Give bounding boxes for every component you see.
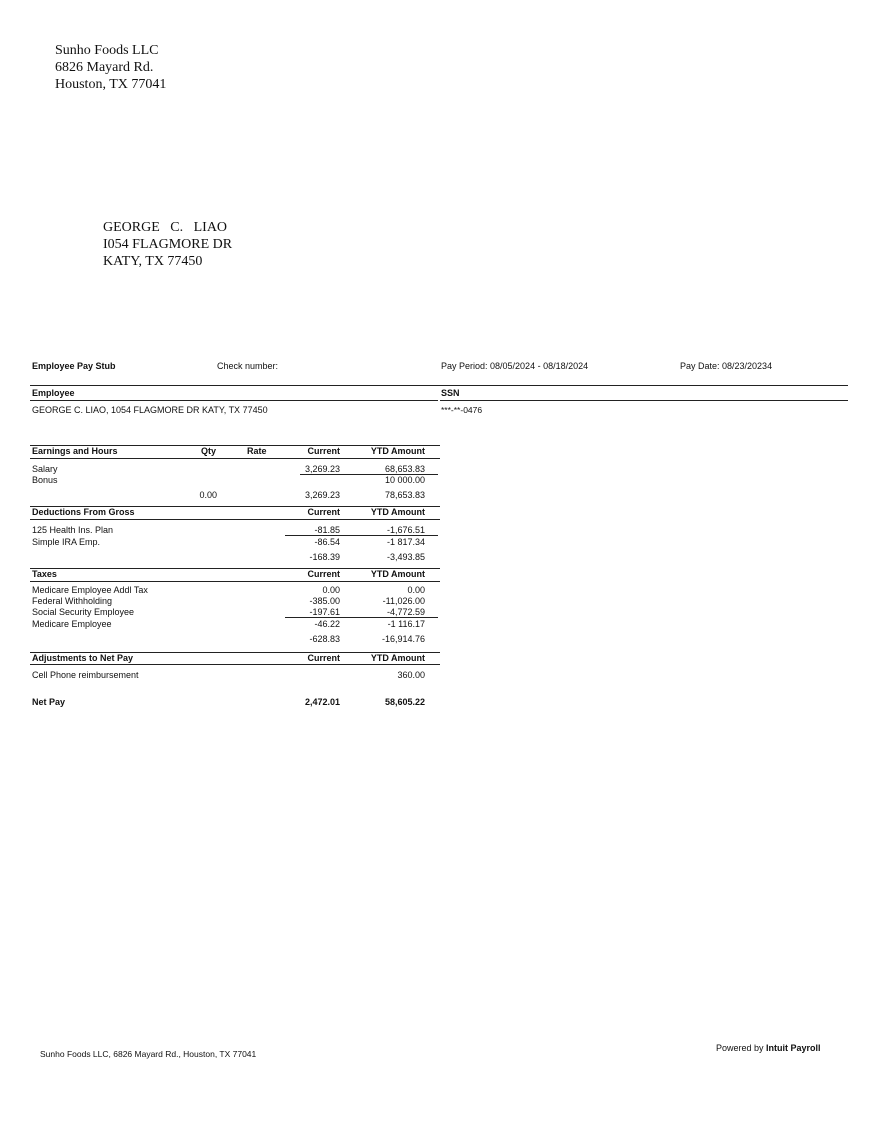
adjustments-current-header: Current [307,653,340,663]
tax-row-current: -385.00 [309,596,340,606]
taxes-header: Taxes [32,569,57,579]
stub-header-rule [30,385,848,386]
tax-row-ytd: 0.00 [407,585,425,595]
adjustment-row-ytd: 360.00 [397,670,425,680]
recipient-city: KATY, TX 77450 [103,254,203,269]
company-name: Sunho Foods LLC [55,43,159,58]
net-pay-current: 2,472.01 [304,697,340,707]
earnings-current-header: Current [307,446,340,456]
footer-address: Sunho Foods LLC, 6826 Mayard Rd., Houston, TX 77041 [40,1049,257,1059]
earnings-total-current: 3,269.23 [304,490,340,500]
tax-row-rule [285,617,438,618]
recipient-street: I054 FLAGMORE DR [103,237,233,252]
deductions-ytd-header: YTD Amount [370,507,425,517]
adjustments-header-rule [30,664,440,665]
intuit-payroll-logo: Intuit Payroll [766,1043,821,1053]
taxes-total-current: -628.83 [309,634,340,644]
pay-period: Pay Period: 08/05/2024 - 08/18/2024 [441,361,589,371]
deduction-row-current: -86.54 [314,537,340,547]
tax-row-current: -46.22 [314,619,340,629]
deduction-row-label: Simple IRA Emp. [32,537,101,547]
check-number-label: Check number: [217,361,279,371]
net-pay-ytd: 58,605.22 [384,697,425,707]
earnings-row-label: Bonus [32,475,58,485]
deductions-current-header: Current [307,507,340,517]
qty-header: Qty [201,446,217,456]
ssn-label: SSN [441,388,460,398]
powered-by [716,1043,821,1053]
tax-row-current: -197.61 [309,607,340,617]
company-street: 6826 Mayard Rd. [55,60,154,75]
earnings-row-ytd: 68,653.83 [384,464,425,474]
rate-header: Rate [247,446,267,456]
tax-row-label: Social Security Employee [32,607,135,617]
ssn-rule [440,400,848,401]
pay-date: Pay Date: 08/23/20234 [680,361,773,371]
employee-label: Employee [32,388,75,398]
deduction-row-ytd: -1,676.51 [386,525,425,535]
earnings-row-current: 3,269.23 [304,464,340,474]
earnings-header-rule [30,458,440,459]
stub-title: Employee Pay Stub [32,361,116,371]
employee-rule [30,400,438,401]
adjustment-row-label: Cell Phone reimbursement [32,670,139,680]
tax-row-label: Medicare Employee [32,619,112,629]
powered-prefix: Powered by [716,1043,764,1053]
earnings-row-label: Salary [32,464,58,474]
deduction-row-rule [285,535,438,536]
deduction-row-current: -81.85 [314,525,340,535]
earnings-header: Earnings and Hours [32,446,118,456]
deductions-header: Deductions From Gross [32,507,135,517]
deduction-row-label: 125 Health Ins. Plan [32,525,114,535]
tax-row-label: Federal Withholding [32,596,113,606]
ssn-value: ***-**-0476 [441,405,483,415]
recipient-name: GEORGE C. LIAO [103,220,228,235]
taxes-total-ytd: -16,914.76 [381,634,425,644]
tax-row-current: 0.00 [322,585,340,595]
earnings-ytd-header: YTD Amount [370,446,425,456]
earnings-row-ytd: 10 000.00 [384,475,425,485]
taxes-ytd-header: YTD Amount [370,569,425,579]
taxes-header-rule [30,581,440,582]
company-city: Houston, TX 77041 [55,77,167,92]
tax-row-ytd: -1 116.17 [387,619,425,629]
earnings-total-qty: 0.00 [199,490,217,500]
deductions-header-rule [30,519,440,520]
tax-row-ytd: -4,772.59 [386,607,425,617]
deductions-total-ytd: -3,493.85 [386,552,425,562]
net-pay-label: Net Pay [32,697,66,707]
earnings-total-ytd: 78,653.83 [384,490,425,500]
employee-value: GEORGE C. LIAO, 1054 FLAGMORE DR KATY, TX 77450 [32,405,268,415]
tax-row-ytd: -11,026.00 [382,596,425,606]
tax-row-label: Medicare Employee Addl Tax [32,585,148,595]
taxes-current-header: Current [307,569,340,579]
adjustments-ytd-header: YTD Amount [370,653,425,663]
deduction-row-ytd: -1 817.34 [386,537,425,547]
deductions-total-current: -168.39 [309,552,340,562]
adjustments-header: Adjustments to Net Pay [32,653,134,663]
